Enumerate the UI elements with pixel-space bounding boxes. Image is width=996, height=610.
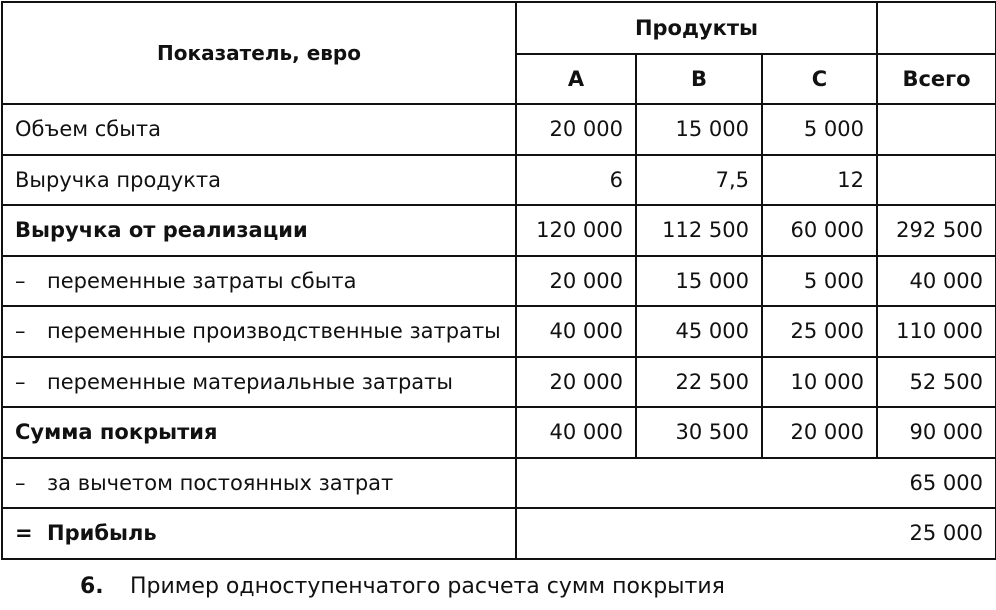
- cell-b: 22 500: [636, 357, 762, 408]
- minus-sign: –: [15, 369, 26, 394]
- cell-b: 112 500: [636, 205, 762, 256]
- table-row: [2, 205, 996, 256]
- row-label: Сумма покрытия: [2, 407, 516, 458]
- row-label: переменные затраты сбыта: [47, 268, 357, 293]
- row-label: Объем сбыта: [2, 104, 516, 155]
- equals-sign: =: [15, 521, 33, 546]
- table-row: [2, 357, 996, 408]
- cell-a: 6: [516, 155, 636, 206]
- cell-total: 292 500: [877, 205, 996, 256]
- row-label: за вычетом постоянных затрат: [47, 470, 394, 495]
- row-label: Выручка продукта: [2, 155, 516, 206]
- table-caption: [72, 574, 725, 599]
- table-row: [2, 256, 996, 307]
- row-label: переменные материальные затраты: [47, 369, 453, 394]
- profit-value: 25 000: [516, 508, 996, 559]
- cell-c: 12: [762, 155, 877, 206]
- table-row: [2, 104, 996, 155]
- cell-a: 20 000: [516, 256, 636, 307]
- fixed-costs-row: [2, 458, 996, 509]
- cell-c: 60 000: [762, 205, 877, 256]
- caption-number: 6.: [80, 574, 104, 599]
- cell-total: 110 000: [877, 306, 996, 357]
- table-row: [2, 306, 996, 357]
- row-label: Прибыль: [47, 521, 157, 546]
- row-label-cell: [2, 357, 516, 408]
- cell-c: 25 000: [762, 306, 877, 357]
- cell-total: 40 000: [877, 256, 996, 307]
- table-row: [2, 155, 996, 206]
- cell-total: [877, 104, 996, 155]
- cell-b: 30 500: [636, 407, 762, 458]
- caption-text: Пример одноступенчатого расчета сумм покрытия: [130, 574, 725, 599]
- table-row: [2, 407, 996, 458]
- minus-sign: –: [15, 268, 26, 293]
- column-header-c: C: [762, 54, 877, 104]
- cell-total: 90 000: [877, 407, 996, 458]
- cell-b: 7,5: [636, 155, 762, 206]
- indicator-header: Показатель, евро: [2, 2, 516, 104]
- header-row-1: [2, 2, 996, 54]
- row-label-cell: [2, 458, 516, 509]
- cell-c: 5 000: [762, 256, 877, 307]
- cell-a: 20 000: [516, 357, 636, 408]
- column-header-total: Всего: [877, 54, 996, 104]
- profit-row: [2, 508, 996, 559]
- cell-total: 52 500: [877, 357, 996, 408]
- contribution-margin-table: [1, 1, 996, 560]
- column-header-a: A: [516, 54, 636, 104]
- cell-c: 10 000: [762, 357, 877, 408]
- cell-a: 20 000: [516, 104, 636, 155]
- cell-a: 120 000: [516, 205, 636, 256]
- cell-total: [877, 155, 996, 206]
- products-header: Продукты: [516, 2, 877, 54]
- cell-c: 20 000: [762, 407, 877, 458]
- cell-b: 15 000: [636, 256, 762, 307]
- row-label-cell: [2, 306, 516, 357]
- cell-c: 5 000: [762, 104, 877, 155]
- cell-a: 40 000: [516, 306, 636, 357]
- cell-b: 15 000: [636, 104, 762, 155]
- fixed-costs-value: 65 000: [516, 458, 996, 509]
- row-label: переменные производственные затраты: [47, 319, 501, 344]
- column-header-b: B: [636, 54, 762, 104]
- minus-sign: –: [15, 319, 26, 344]
- cell-a: 40 000: [516, 407, 636, 458]
- minus-sign: –: [15, 470, 26, 495]
- row-label-cell: [2, 508, 516, 559]
- cell-b: 45 000: [636, 306, 762, 357]
- row-label: Выручка от реализации: [2, 205, 516, 256]
- row-label-cell: [2, 256, 516, 307]
- total-header-top-empty: [877, 2, 996, 54]
